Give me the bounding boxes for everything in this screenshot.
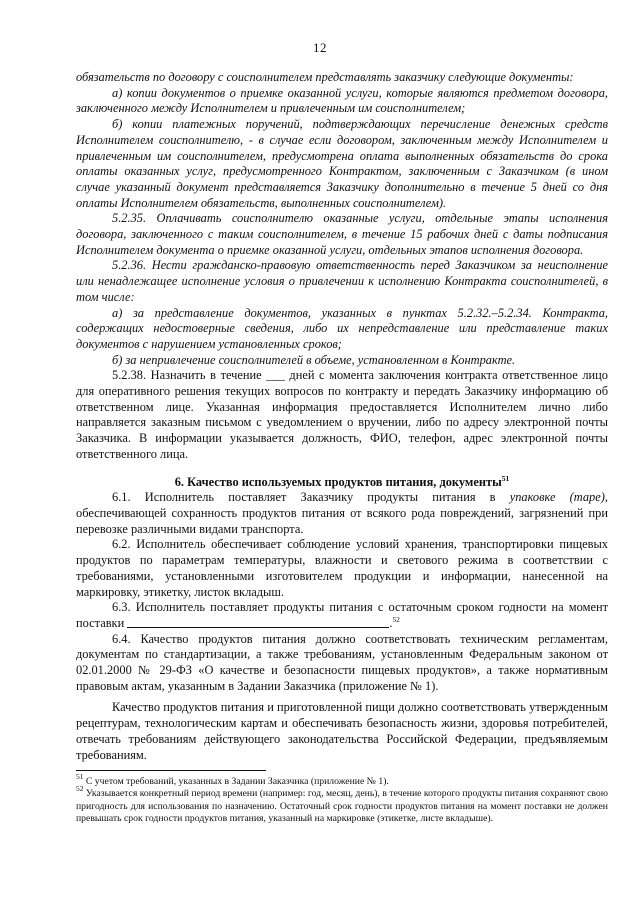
footnote-51 (76, 772, 608, 788)
footnote-52 (76, 784, 608, 825)
section-6-title: 6. Качество используемых продуктов питания, документы (174, 474, 502, 489)
footnote-52-text: Указывается конкретный период времени (например: год, месяц, день), в течение которого продукты питания сохраняют свою пригодность для использования по назначению. Остаточный срок годности продуктов питания на момент поставки не должен превышать срок годности продуктов питания, указанный на маркировке (этикетке, листе вкладыше). (76, 788, 608, 825)
paragraph-item-b: б) копии платежных поручений, подтверждающих перечисление денежных средств Исполнителем соисполнителю, - в случае если договором, заключенным между Исполнителем и привлеченным им соисполнителем, предусмотрена оплата выполненных обязательств до срока оплаты оказанных услуг, предусмотренного Контрактом, заключенным с Заказчиком (в ином случае указанный документ представляется Заказчику дополнительно в течение 5 дней со дня оплаты Исполнителем обязательств, выполненных соисполнителем). (76, 117, 608, 210)
footnote-51-text: С учетом требований, указанных в Задании Заказчика (приложение № 1). (83, 776, 389, 787)
paragraph-6-3 (76, 600, 608, 631)
paragraph-5-2-38: 5.2.38. Назначить в течение ___ дней с момента заключения контракта ответственное лицо для оперативного решения текущих вопросов по контракту и передать Заказчику информацию об ответственном лице. Указанная информация предоставляется Исполнителем лично либо направляется заказным письмом с уведомлением о вручении, либо по адресу электронной почты Заказчика. В информации указывается должность, ФИО, телефон, адрес электронной почты ответственного лица. (76, 368, 608, 461)
paragraph-6-1-packaging: упаковке (таре) (509, 490, 605, 505)
paragraph-5-2-35: 5.2.35. Оплачивать соисполнителю оказанные услуги, отдельные этапы исполнения договора, заключенного с таким соисполнителем, в течение 15 рабочих дней с даты подписания Исполнителем документа о приемке оказанной услуги, отдельных этапов исполнения договора. (76, 211, 608, 257)
paragraph-6-1 (76, 490, 608, 537)
paragraph-6-1-start: 6.1. Исполнитель поставляет Заказчику продукты питания в (112, 490, 510, 505)
footnotes (76, 772, 608, 826)
paragraph-liability-a: а) за представление документов, указанных в пунктах 5.2.32.–5.2.34. Контракта, содержащих недостоверные сведения, либо их непредставление или представление таких документов с нарушением установленных сроков; (76, 305, 608, 351)
paragraph-6-2: 6.2. Исполнитель обеспечивает соблюдение условий хранения, транспортировки пищевых продуктов по параметрам температуры, влажности и светового режима в соответствии с требованиями, установленными изготовителем продукции и информации, нанесенной на маркировку, этикетку, листок вкладыш. (76, 537, 608, 599)
paragraph-liability-b: б) за непривлечение соисполнителей в объеме, установленном в Контракте. (112, 352, 516, 367)
paragraph-6-3-end: . (389, 615, 393, 630)
paragraph-6-4: 6.4. Качество продуктов питания должно соответствовать техническим регламентам, документам по стандартизации, а также требованиям, установленным Федеральным законом от 02.01.2000 № 29-ФЗ «О качестве и безопасности пищевых продуктов», а также нормативным правовым актам, указанным в Задании Заказчика (приложение № 1). (76, 631, 608, 693)
paragraph-6-3-text: 6.3. Исполнитель поставляет продукты питания с остаточным сроком годности на момент поставки (76, 600, 608, 630)
section-6-heading (76, 475, 608, 491)
footnote-ref-52: 52 (392, 614, 400, 624)
footnote-mark-51: 51 (76, 772, 84, 781)
footnote-ref-51: 51 (501, 473, 510, 483)
paragraph-obligations-intro: обязательств по договору с соисполнителем представлять заказчику следующие документы: (76, 70, 574, 84)
document-body (76, 70, 608, 763)
paragraph-item-a: а) копии документов о приемке оказанной услуги, которые являются предметом договора, заключенного между Исполнителем и привлеченным им соисполнителем; (76, 85, 608, 116)
page-number: 12 (313, 40, 327, 55)
footnote-mark-52: 52 (76, 784, 84, 794)
paragraph-6-1-end: , обеспечивающей сохранность продуктов питания от всякого рода повреждений, загрязнений при перевозке различными видами транспорта. (76, 490, 608, 536)
shelf-life-blank (127, 616, 389, 628)
paragraph-quality: Качество продуктов питания и приготовленной пищи должно соответствовать утвержденным рецептурам, технологическим картам и обеспечивать безопасность жизни, здоровья потребителей, отвечать требованиям действующего законодательства Российской Федерации, предъявляемым требованиям. (76, 700, 608, 762)
footnote-separator (76, 770, 266, 771)
paragraph-5-2-36: 5.2.36. Нести гражданско-правовую ответственность перед Заказчиком за неисполнение или ненадлежащее исполнение условия о привлечении к исполнению Контракта соисполнителей, в том числе: (76, 258, 608, 304)
